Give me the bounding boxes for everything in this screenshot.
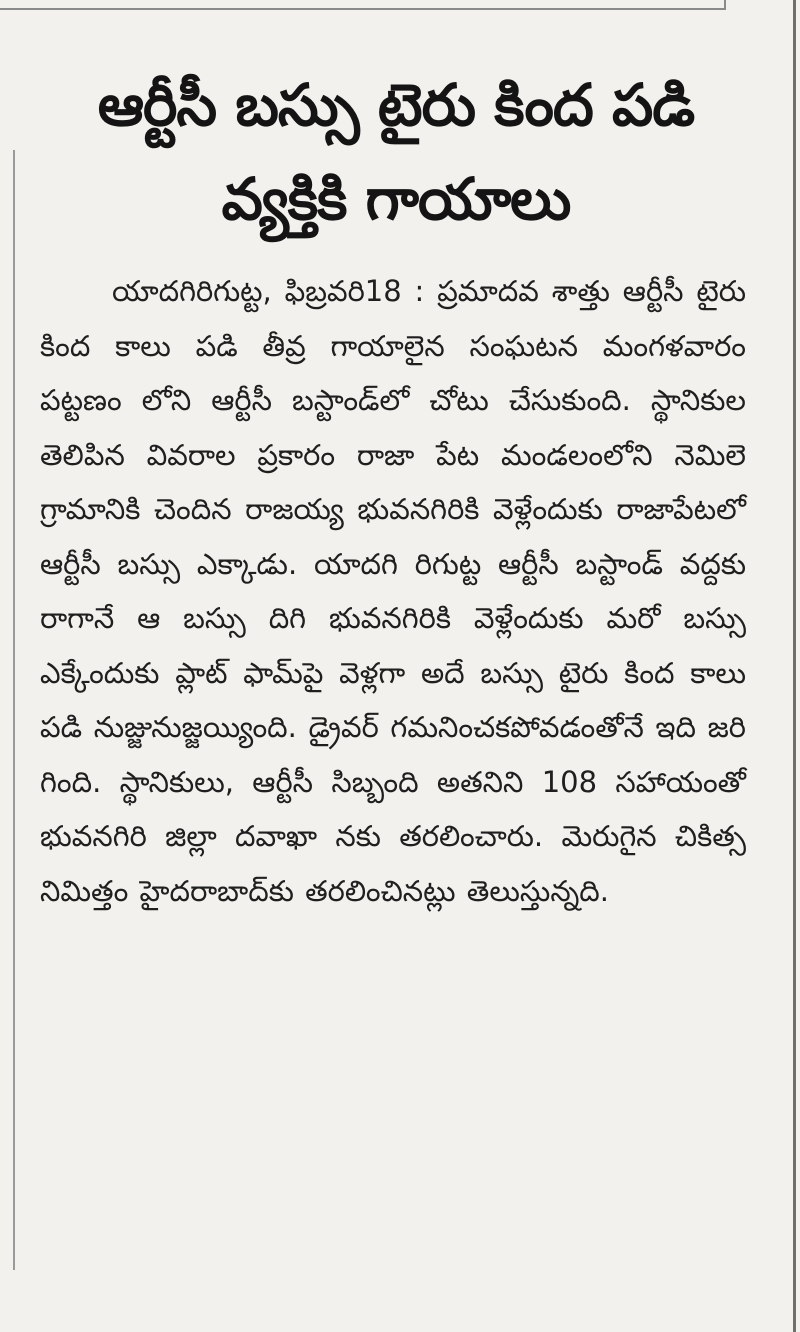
news-article (40, 58, 752, 918)
headline-line-2: వ్యక్తికి గాయాలు (221, 165, 571, 233)
article-headline (40, 58, 752, 246)
headline-line-1: ఆర్టీసీ బస్సు టైరు కింద పడి (97, 71, 695, 139)
article-body: యాదగిరిగుట్ట, ఫిబ్రవరి18 : ప్రమాదవ శాత్తు ఆర్టీసీ టైరు కింద కాలు పడి తీవ్ర గాయాలైన సంఘటన మంగళవారం పట్టణం లోని ఆర్టీసీ బస్టాండ్‌లో చోటు చేసుకుంది. స్థానికుల తెలిపిన వివరాల ప్రకారం రాజా పేట మండలంలోని నెమిలె గ్రామానికి చెందిన రాజయ్య భువనగిరికి వెళ్లేందుకు రాజాపేటలో ఆర్టీసీ బస్సు ఎక్కాడు. యాదగి రిగుట్ట ఆర్టీసీ బస్టాండ్ వద్దకు రాగానే ఆ బస్సు దిగి భువనగిరికి వెళ్లేందుకు మరో బస్సు ఎక్కేందుకు ప్లాట్ ఫామ్‌పై వెళ్లగా అదే బస్సు టైరు కింద కాలు పడి నుజ్జునుజ్జయ్యింది. డ్రైవర్ గమనించకపోవడంతోనే ఇది జరి గింది. స్థానికులు, ఆర్టీసీ సిబ్బంది అతనిని 108 సహాయంతో భువనగిరి జిల్లా దవాఖా నకు తరలించారు. మెరుగైన చికిత్స నిమిత్తం హైదరాబాద్‌కు తరలించినట్లు తెలుస్తున్నది. (40, 274, 746, 908)
top-border-tick (724, 0, 726, 10)
right-column-rule (793, 0, 796, 1332)
left-column-rule (13, 150, 15, 1270)
top-border-rule (0, 8, 726, 10)
